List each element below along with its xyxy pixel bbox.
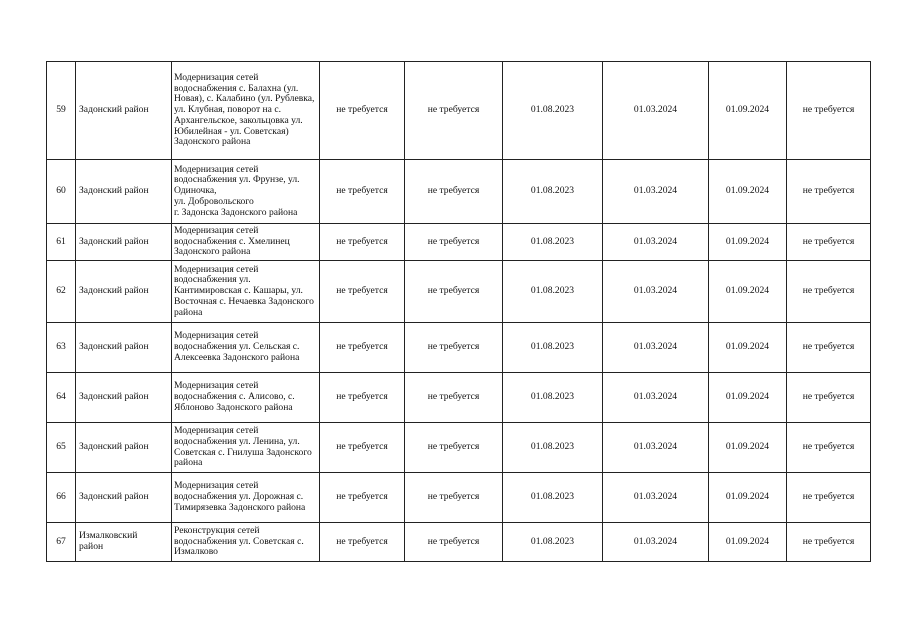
- table-row: [47, 224, 871, 261]
- requirement-cell: не требуется: [787, 423, 871, 473]
- project-name-cell: Модернизация сетей водоснабжения с. Балахна (ул. Новая), с. Калабино (ул. Рублевка, ул. Клубная, поворот на с. Архангельское, закольцовка ул. Юбилейная - ул. Советская) Задонского района: [172, 62, 320, 160]
- district-cell: Задонский район: [76, 224, 172, 261]
- date-cell: 01.03.2024: [603, 62, 709, 160]
- district-cell: Задонский район: [76, 473, 172, 523]
- row-number: 59: [47, 62, 76, 160]
- table-row: [47, 62, 871, 160]
- table-row: [47, 473, 871, 523]
- requirement-cell: не требуется: [320, 323, 405, 373]
- requirement-cell: не требуется: [405, 323, 503, 373]
- date-cell: 01.08.2023: [503, 373, 603, 423]
- date-cell: 01.09.2024: [709, 224, 787, 261]
- row-number: 65: [47, 423, 76, 473]
- requirement-cell: не требуется: [787, 160, 871, 224]
- row-number: 66: [47, 473, 76, 523]
- date-cell: 01.09.2024: [709, 373, 787, 423]
- date-cell: 01.03.2024: [603, 423, 709, 473]
- project-name-cell: Модернизация сетей водоснабжения с. Алисово, с. Яблоново Задонского района: [172, 373, 320, 423]
- date-cell: 01.03.2024: [603, 261, 709, 323]
- project-name-cell: Реконструкция сетей водоснабжения ул. Советская с. Измалково: [172, 523, 320, 562]
- date-cell: 01.08.2023: [503, 423, 603, 473]
- requirement-cell: не требуется: [787, 62, 871, 160]
- project-name-cell: Модернизация сетей водоснабжения ул. Дорожная с. Тимирязевка Задонского района: [172, 473, 320, 523]
- district-cell: Задонский район: [76, 160, 172, 224]
- district-cell: Задонский район: [76, 62, 172, 160]
- project-name-cell: Модернизация сетей водоснабжения ул. Кантимировская с. Кашары, ул. Восточная с. Нечаевка Задонского района: [172, 261, 320, 323]
- requirement-cell: не требуется: [405, 523, 503, 562]
- date-cell: 01.03.2024: [603, 373, 709, 423]
- requirement-cell: не требуется: [787, 523, 871, 562]
- requirement-cell: не требуется: [405, 261, 503, 323]
- table-row: [47, 261, 871, 323]
- table-row: [47, 373, 871, 423]
- row-number: 62: [47, 261, 76, 323]
- table-row: [47, 160, 871, 224]
- requirement-cell: не требуется: [405, 373, 503, 423]
- requirement-cell: не требуется: [320, 62, 405, 160]
- district-cell: Задонский район: [76, 423, 172, 473]
- table-row: [47, 423, 871, 473]
- table-row: [47, 523, 871, 562]
- requirement-cell: не требуется: [405, 473, 503, 523]
- date-cell: 01.08.2023: [503, 62, 603, 160]
- requirement-cell: не требуется: [405, 423, 503, 473]
- date-cell: 01.03.2024: [603, 523, 709, 562]
- requirement-cell: не требуется: [787, 224, 871, 261]
- table-row: [47, 323, 871, 373]
- project-name-cell: Модернизация сетей водоснабжения с. Хмелинец Задонского района: [172, 224, 320, 261]
- date-cell: 01.08.2023: [503, 323, 603, 373]
- district-cell: Задонский район: [76, 323, 172, 373]
- date-cell: 01.08.2023: [503, 224, 603, 261]
- project-name-cell: Модернизация сетей водоснабжения ул. Сельская с. Алексеевка Задонского района: [172, 323, 320, 373]
- projects-table: [46, 61, 871, 562]
- date-cell: 01.09.2024: [709, 423, 787, 473]
- date-cell: 01.03.2024: [603, 323, 709, 373]
- requirement-cell: не требуется: [320, 160, 405, 224]
- date-cell: 01.08.2023: [503, 523, 603, 562]
- table-body: [47, 62, 871, 562]
- district-cell: Задонский район: [76, 261, 172, 323]
- requirement-cell: не требуется: [405, 224, 503, 261]
- date-cell: 01.08.2023: [503, 473, 603, 523]
- requirement-cell: не требуется: [320, 373, 405, 423]
- date-cell: 01.03.2024: [603, 160, 709, 224]
- district-cell: Задонский район: [76, 373, 172, 423]
- date-cell: 01.09.2024: [709, 160, 787, 224]
- row-number: 64: [47, 373, 76, 423]
- date-cell: 01.03.2024: [603, 473, 709, 523]
- project-name-cell: Модернизация сетей водоснабжения ул. Фрунзе, ул. Одиночка, ул. Добровольского г. Задонска Задонского района: [172, 160, 320, 224]
- requirement-cell: не требуется: [320, 261, 405, 323]
- row-number: 61: [47, 224, 76, 261]
- requirement-cell: не требуется: [320, 423, 405, 473]
- requirement-cell: не требуется: [787, 473, 871, 523]
- requirement-cell: не требуется: [405, 160, 503, 224]
- requirement-cell: не требуется: [320, 473, 405, 523]
- requirement-cell: не требуется: [405, 62, 503, 160]
- date-cell: 01.03.2024: [603, 224, 709, 261]
- row-number: 67: [47, 523, 76, 562]
- project-name-cell: Модернизация сетей водоснабжения ул. Ленина, ул. Советская с. Гнилуша Задонского района: [172, 423, 320, 473]
- row-number: 60: [47, 160, 76, 224]
- requirement-cell: не требуется: [320, 523, 405, 562]
- date-cell: 01.08.2023: [503, 261, 603, 323]
- row-number: 63: [47, 323, 76, 373]
- requirement-cell: не требуется: [787, 261, 871, 323]
- requirement-cell: не требуется: [787, 373, 871, 423]
- requirement-cell: не требуется: [320, 224, 405, 261]
- date-cell: 01.09.2024: [709, 523, 787, 562]
- district-cell: Измалковский район: [76, 523, 172, 562]
- date-cell: 01.09.2024: [709, 473, 787, 523]
- date-cell: 01.09.2024: [709, 261, 787, 323]
- requirement-cell: не требуется: [787, 323, 871, 373]
- date-cell: 01.08.2023: [503, 160, 603, 224]
- date-cell: 01.09.2024: [709, 323, 787, 373]
- date-cell: 01.09.2024: [709, 62, 787, 160]
